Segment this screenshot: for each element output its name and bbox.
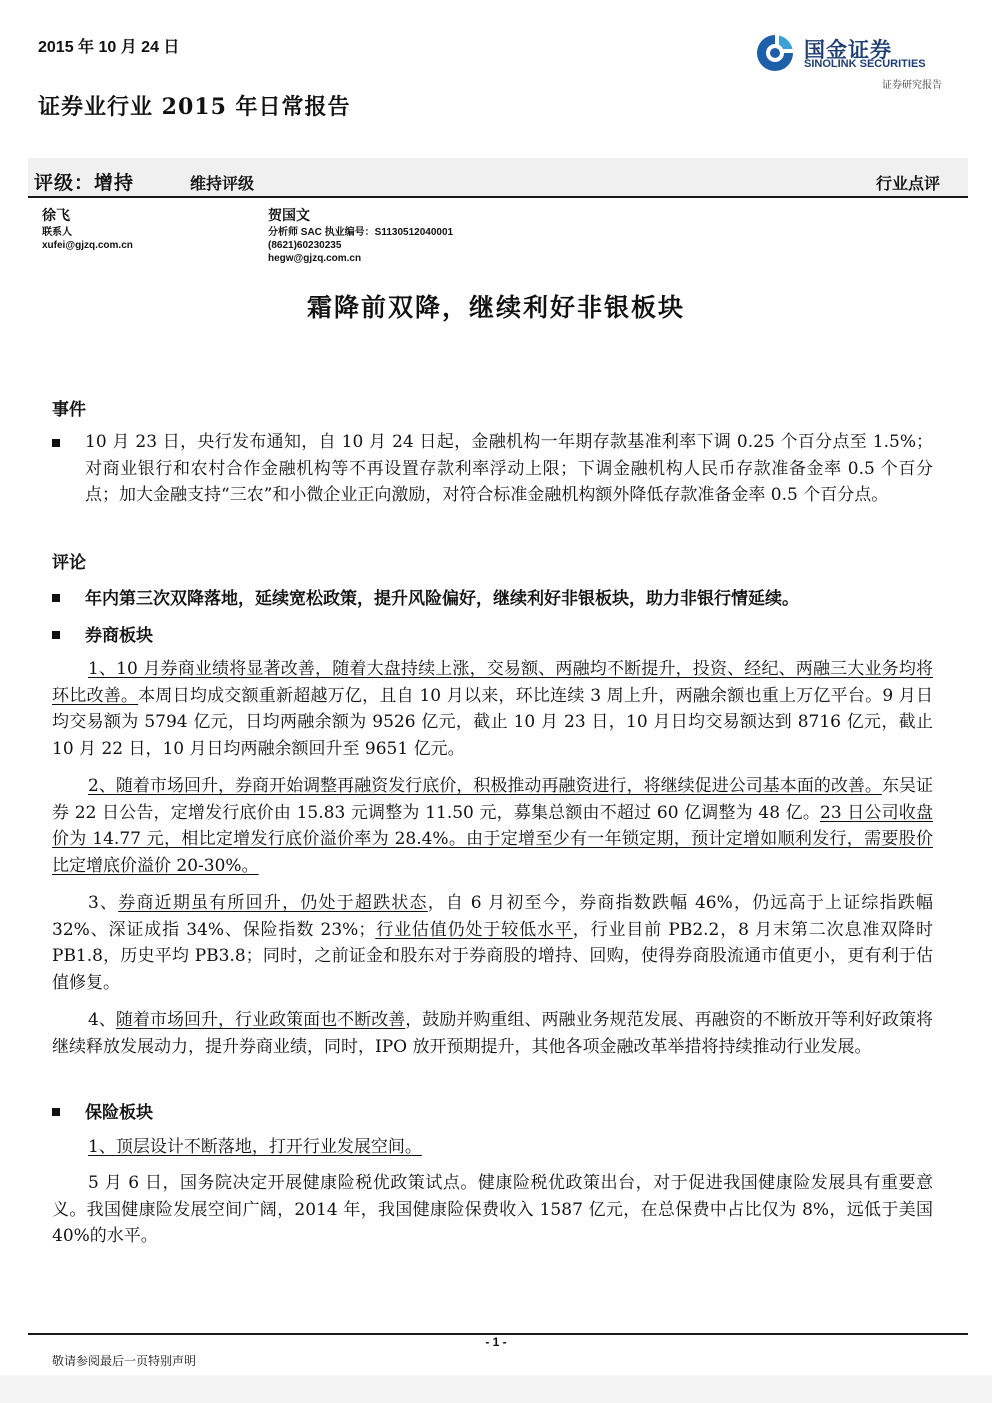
broker-p3-number: 3、	[88, 893, 119, 913]
event-text: 10 月 23 日，央行发布通知，自 10 月 24 日起，金融机构一年期存款基准利率下调 0.25 个百分点至 1.5%；对商业银行和农村合作金融机构等不再设置存款利率浮动上限；下调金融机构人民币存款准备金率 0.5 个百分点；加大金融支持“三农”和小微企业正向激励，对符合标准金融机构额外降低存款准备金率 0.5 个百分点。	[85, 432, 933, 505]
comment-bullet: 年内第三次双降落地，延续宽松政策，提升风险偏好，继续利好非银板块，助力非银行情延续。	[85, 589, 799, 609]
disclaimer: 敬请参阅最后一页特别声明	[52, 1354, 197, 1368]
sinolink-logo	[754, 30, 942, 92]
bottom-band	[0, 1375, 992, 1403]
broker-p2-detail: 东吴证券 22 日公告，定增发行底价由 15.83 元调整为 11.50 元，募集总额由不超过 60 亿调整为 48 亿。	[52, 776, 934, 823]
logo-subtitle: 证券研究报告	[882, 80, 942, 91]
logo-english-name: SINOLINK SECURITIES	[804, 58, 926, 70]
broker-p3-key-point-2: 行业估值仍处于较低水平	[375, 919, 573, 940]
broker-p2-key-point-2: 23 日公司收盘价为 14.77 元，相比定增发行底价溢价率为 28.4%。由于定增至少有一年锁定期，预计定增如顺利发行，需要股价比定增底价溢价 20-30%。	[52, 802, 933, 876]
analyst-phone: (8621)60230235	[268, 240, 342, 251]
rating-bar-divider	[28, 196, 968, 198]
broker-heading: 券商板块	[85, 626, 153, 646]
sinolink-logo-icon	[754, 32, 796, 74]
insurance-paragraph-1	[88, 1134, 933, 1161]
event-heading: 事件	[52, 400, 86, 420]
bullet-icon	[52, 439, 60, 447]
insurance-paragraph-2: 5 月 6 日，国务院决定开展健康险税优政策试点。健康险税优政策出台，对于促进我国健康险发展具有重要意义。我国健康险发展空间广阔，2014 年，我国健康险保费收入 1587 亿元，在总保费中占比仅为 8%，远低于美国 40%的水平。	[52, 1173, 933, 1246]
analyst-sac-id: 分析师 SAC 执业编号：S1130512040001	[268, 227, 454, 238]
insurance-heading: 保险板块	[85, 1103, 153, 1123]
bullet-icon	[52, 1108, 60, 1116]
comment-heading: 评论	[52, 553, 86, 573]
analyst-card	[42, 206, 133, 252]
rating-label: 评级：增持	[34, 172, 135, 194]
page-number: - 1 -	[485, 1335, 507, 1349]
broker-p4-number: 4、	[88, 1010, 116, 1030]
broker-paragraph-1	[52, 656, 933, 762]
broker-p3-key-point: 券商近期虽有所回升，仍处于超跌状态	[118, 893, 428, 913]
broker-paragraph-4	[52, 1007, 933, 1060]
bullet-icon	[52, 631, 60, 639]
analyst-name: 徐飞	[42, 208, 70, 224]
bullet-icon	[52, 594, 60, 602]
report-date: 2015 年 10 月 24 日	[38, 39, 180, 56]
broker-p1-detail: 本周日均成交额重新超越万亿，且自 10 月以来，环比连续 3 周上升，两融余额也重上万亿平台。9 月日均交易额为 5794 亿元，日均两融余额为 9526 亿元，截止 10 月 23 日，10 月日均交易额达到 8716 亿元，截止 10 月 22 日，10 月日均两融余额回升至 9651 亿元。	[52, 685, 934, 759]
analyst-email: xufei@gjzq.com.cn	[42, 240, 133, 251]
broker-p4-detail: ，鼓励并购重组、两融业务规范发展、再融资的不断放开等利好政策将继续释放发展动力，提升券商业绩，同时，IPO 放开预期提升，其他各项金融改革举措将持续推动行业发展。	[52, 1010, 933, 1057]
broker-paragraph-3	[52, 890, 933, 996]
insurance-p1-key-point: 1、顶层设计不断落地，打开行业发展空间。	[88, 1137, 422, 1157]
report-type: 行业点评	[875, 174, 940, 193]
headline: 霜降前双降，继续利好非银板块	[306, 293, 685, 322]
broker-p4-key-point: 随着市场回升，行业政策面也不断改善	[115, 1010, 406, 1030]
logo-chinese-name: 国金证券	[804, 39, 892, 62]
broker-p1-key-point: 1、10 月券商业绩将显著改善，随着大盘持续上涨，交易额、两融均不断提升，投资、经纪、两融三大业务均将环比改善。	[52, 659, 933, 706]
analyst-role: 联系人	[42, 227, 72, 238]
analyst-card	[268, 206, 453, 265]
analyst-name: 贺国文	[268, 208, 310, 224]
broker-paragraph-2	[52, 773, 933, 879]
broker-p3-detail: ，自 6 月初至今，券商指数跌幅 46%，仍远高于上证综指跌幅 32%、深证成指 34%、保险指数 23%；	[52, 893, 934, 940]
analyst-email: hegw@gjzq.com.cn	[268, 253, 362, 264]
rating-note: 维持评级	[190, 174, 255, 193]
broker-p2-key-point: 2、随着市场回升，券商开始调整再融资发行底价，积极推动再融资进行，将继续促进公司基本面的改善。	[88, 776, 882, 796]
rating-bar	[28, 158, 968, 198]
report-title: 证券业行业 2015 年日常报告	[38, 94, 351, 120]
broker-p3-detail-2: ，行业目前 PB2.2，8 月末第二次息准双降时 PB1.8，历史平均 PB3.8；同时，之前证金和股东对于券商股的增持、回购，使得券商股流通市值更小，更有利于估值修复。	[52, 919, 933, 993]
